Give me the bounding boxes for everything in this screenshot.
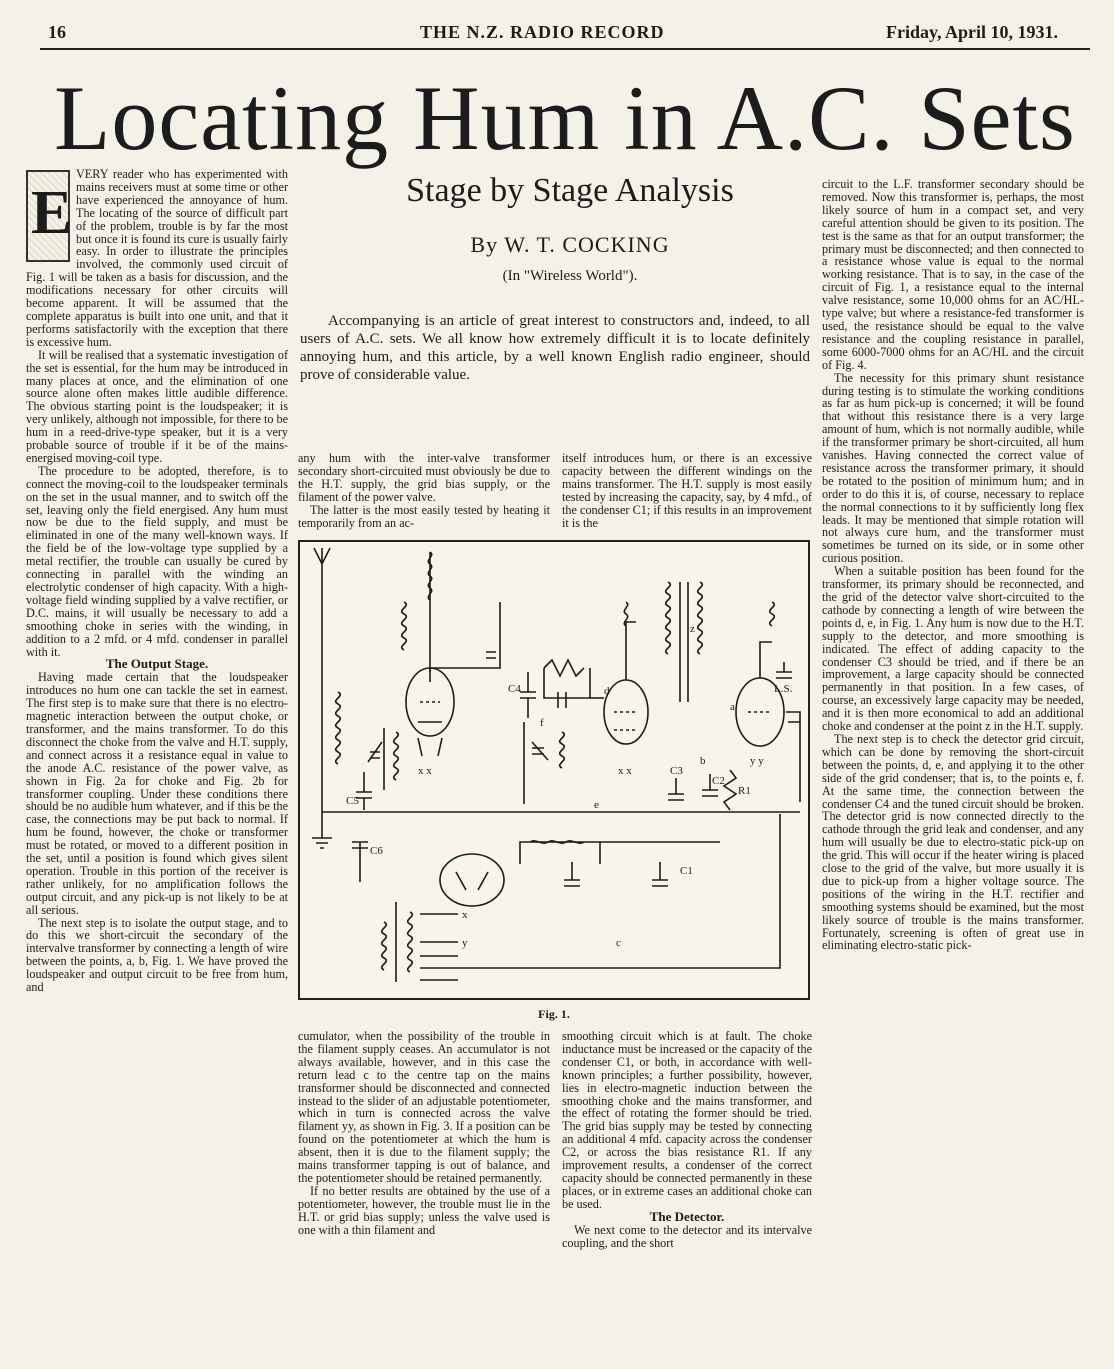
figure-caption: Fig. 1. <box>538 1007 570 1021</box>
grid-condenser <box>558 692 566 708</box>
circuit-diagram <box>298 540 810 1000</box>
paragraph: circuit to the L.F. transformer secondary should be removed. Now this transformer is, perhaps, the most likely source of hum in a compact set, and very careful attention should be given to its position. The test is the same as that for an output transformer; the primary must be disconnected; and then connected to a resistance whose value is equal to the normal working resistance. That is to say, in the case of the circuit of Fig. 1, a resistance equal to the internal valve resistance, some 10,000 ohms for an AC/HL-type valve; but where a resistance-fed transformer is used, the resistance should be equal to the valve resistance and the coupling resistance in parallel, some 6000-7000 ohms for an AC/HL and the circuit of Fig. 4. <box>822 177 1084 372</box>
condenser-c6 <box>352 842 368 882</box>
antenna-symbol <box>314 548 330 812</box>
paragraph: When a suitable position has been found for the transformer, its primary should be reconnected, and the grid of the detector valve short-circuited to the cathode by connecting a length of wire between the points d, e, in Fig. 1. Any hum is now due to the H.T. supply to the detector, and more smoothing is indicated. The effect of adding capacity to the condenser C3 should be tried, and if there be an improvement, a large capacity should be connected permanently in that position. In a few cases, of course, an excessively large capacity may be needed, and it is then more economical to add an additional choke and condenser at the point z in the H.T. supply. <box>822 564 1084 734</box>
paragraph: The latter is the most easily tested by heating it temporarily from an ac- <box>298 502 550 530</box>
header-rule <box>40 48 1090 50</box>
intro-paragraph: Accompanying is an article of great interest to constructors and, indeed, to all users of A.C. sets. We all know how extremely difficult it is to locate definitely annoying hum, and this article, by a well known English radio engineer, should prove of considerable value. <box>300 313 810 383</box>
condenser-c4 <box>520 672 536 718</box>
label-c5: C5 <box>346 795 359 807</box>
article-title: Locating Hum in A.C. Sets <box>54 67 1076 169</box>
section-heading: The Detector. <box>649 1208 725 1224</box>
label-c4: C4 <box>508 683 521 695</box>
aerial-coil <box>336 692 341 764</box>
paragraph: any hum with the inter-valve transformer secondary short-circuited must obviously be due to the H.T. supply, the grid bias supply, or the filament of the power valve. <box>298 451 550 504</box>
mains-transformer-secondary <box>408 912 413 972</box>
paragraph: The procedure to be adopted, therefore, is to connect the moving-coil to the loudspeaker terminals on the set in the usual manner, and to switch off the set, leaving only the field energised. Any hum must now be due to the field supply, and must be eliminated in one of the many well-known ways. If the field be of the low-voltage type supplied by a metal rectifier, the trouble can usually be cured by connecting in parallel with the winding an electrolytic condenser of high capacity. With a high-voltage field winding supplied by a valve rectifier, or D.C. mains, it will usually be necessary to add a smoothing choke in series with the winding, in addition to a 2 mfd. or 4 mfd. condenser in parallel with it. <box>26 463 288 659</box>
smoothing-choke <box>530 841 584 843</box>
rf-choke-top <box>428 552 431 600</box>
grid-leak <box>544 660 584 676</box>
label-b: b <box>700 755 706 767</box>
paragraph: The next step is to check the detector grid circuit, which can be done by removing the short-circuit between the points, d, e, and applying it to the other side of the grid condenser; that is, to the points e, f. At the same time, the connection between the condenser C4 and the tuned circuit should be broken. The detector grid is now connected directly to the cathode through the grid leak and condenser, and any hum will usually be due to electro-static pick-up on the grid. This will occur if the heater wiring is placed close to the grid of the valve, but more usually it is due to pick-up from a higher voltage source. The positions of the wiring in the H.T. rectifier and smoothing systems should be examined, but the most likely source of trouble is the mains transformer. Fortunately, screening is often of great use in eliminating electro-static pick- <box>822 731 1084 953</box>
drop-cap-letter: E <box>31 179 73 247</box>
circuit-schematic <box>300 542 808 998</box>
tuning-condenser-2 <box>532 742 548 760</box>
source-credit: (In "Wireless World"). <box>502 268 638 284</box>
paragraph: smoothing circuit which is at fault. The choke inductance must be increased or the capacity of the condenser C1, or both, in accordance with well-known principles; a further possibility, however, lies in electro-magnetic induction between the smoothing choke and the mains transformer, and the effect of rotating the former should be tried. The grid bias supply may be tested by connecting an additional 4 mfd. capacity across the condenser C2, or across the bias resistance R1. If any improvement results, a condenser of the correct capacity should be connected permanently in these places, or in extreme cases an additional choke can be used. <box>562 1029 812 1211</box>
label-yy: y y <box>750 755 764 767</box>
tuning-condenser-1 <box>368 742 382 762</box>
resistor-r1 <box>724 770 736 810</box>
condenser-smoothing <box>564 862 580 886</box>
page-number: 16 <box>48 22 66 42</box>
column-4 <box>822 178 1084 952</box>
paragraph: It will be realised that a systematic investigation of the set is essential, for the hum may be introduced in many places at once, and the elimination of one source alone often makes little audible difference. The obvious starting point is the loudspeaker; it is very unlikely, although not impossible, for there to be hum in a reed-drive-type speaker, but it is a very probable source of trouble if it be of the mains-energised moving-coil type. <box>26 347 288 465</box>
label-f: f <box>540 717 544 729</box>
column-2-bottom <box>298 1030 550 1237</box>
tuned-coil-2 <box>560 732 565 768</box>
label-x: x <box>462 909 468 921</box>
article-subtitle: Stage by Stage Analysis <box>406 172 734 209</box>
drop-cap <box>26 170 73 262</box>
paragraph: itself introduces hum, or there is an excessive capacity between the different windings on the mains transformer. The H.T. supply is most easily tested by increasing the capacity, say, by 4 mfd., of the condenser C1; if this results in an improvement it is the <box>562 451 812 530</box>
earth-symbol <box>312 812 332 848</box>
label-a: a <box>730 701 735 713</box>
tuned-coil-1 <box>394 732 399 780</box>
column-1 <box>26 168 288 994</box>
paragraph: VERY reader who has experimented with mains receivers must at some time or other have experienced the annoyance of hum. The locating of the source of difficult part of the problem, trouble is by far the most but once it is found its cure is usually fairly easy. In order to illustrate the principles involved, the commonly used circuit of Fig. 1 will be taken as a basis for discussion, and the modifications necessary for other circuits will become apparent. It will be assumed that the complete apparatus is built into one unit, and that it performs satisfactorily with the exception that there is excessive hum. <box>26 167 288 349</box>
label-c1: C1 <box>680 865 693 877</box>
condenser-c3 <box>668 778 684 800</box>
label-c6: C6 <box>370 845 383 857</box>
paragraph: The necessity for this primary shunt resistance during testing is to stimulate the working conditions as far as hum pick-up is concerned; it will be found that without this resistance there is a very large amount of hum, which is not normally audible, while if the transformer primary be short-circuited, all hum vanishes. Having connected the correct value of resistance across the transformer primary, it should be rotated to the position of minimum hum; and in order to do this it is, of course, necessary to replace the normal connections to it by sufficiently long flex leads. It may be mentioned that simple rotation will not always cure hum, and the transformer must sometimes be turned on its side, or in some other curious position. <box>822 370 1084 566</box>
rectifier-valve <box>440 854 504 906</box>
label-c: c <box>616 937 621 949</box>
column-3-top <box>562 452 812 529</box>
publication-name: THE N.Z. RADIO RECORD <box>420 22 665 42</box>
output-condenser <box>776 662 792 678</box>
label-xx-1: x x <box>418 765 432 777</box>
lf-transformer-primary <box>666 582 671 654</box>
paragraph: Having made certain that the loudspeaker introduces no hum one can tackle the set in earnest. The first step is to make sure that there is no electro-magnetic interaction between the output choke, or transformer, and the mains transformer. To do this disconnect the choke from the valve and H.T. supply, and connect across it a resistance equal in value to the anode A.C. resistance of the power valve, as shown in Fig. 2a for choke and Fig. 2b for transformer coupling. Under these conditions there should be no audible hum whatever, and if this be the case, the connections may be put back to normal. If hum be found, however, the choke or transformer must be rotated, or moved to a different position in the set, until a position is found which gives silent operation. Trouble in this portion of the receiver is rather unlikely, for no amplification follows the output circuit, and any pick-up is not likely to be at all serious. <box>26 670 288 917</box>
column-2-top <box>298 452 550 529</box>
paragraph: If no better results are obtained by the use of a potentiometer, however, the trouble must lie in the H.T. or grid bias supply; unless the valve used is one with a thin filament and <box>298 1183 550 1237</box>
column-3-bottom <box>562 1030 812 1249</box>
label-e: e <box>594 799 599 811</box>
label-r1: R1 <box>738 785 751 797</box>
condenser-c1 <box>652 862 668 886</box>
label-ls: L.S. <box>774 683 793 695</box>
label-d: d <box>604 685 610 697</box>
loudspeaker-lead <box>786 712 800 802</box>
label-c2: C2 <box>712 775 725 787</box>
label-xx-2: x x <box>618 765 632 777</box>
byline: By W. T. COCKING <box>470 232 670 257</box>
issue-date: Friday, April 10, 1931. <box>886 22 1059 42</box>
paragraph: cumulator, when the possibility of the trouble in the filament supply ceases. An accumulator is not always available, however, and in this case the return lead c to the centre tap on the mains transformer should be disconnected and connected instead to the slider of an adjustable potentiometer, which in turn is connected across the valve filament yy, as shown in Fig. 3. If a position can be found on the potentiometer at which the hum is absent, then it is due to the filament supply; the mains transformer tapping is out of balance, and the potentiometer should be retained permanently. <box>298 1029 550 1185</box>
paragraph: The next step is to isolate the output stage, and to do this we short-circuit the secondary of the intervalve transformer by connecting a length of wire between the points, a, b, Fig. 1. We have proved the loudspeaker and output circuit to be free from hum, and <box>26 915 288 995</box>
label-y: y <box>462 937 468 949</box>
lf-transformer-secondary <box>698 582 703 654</box>
output-choke <box>770 602 775 626</box>
label-c3: C3 <box>670 765 683 777</box>
section-heading: The Output Stage. <box>105 656 209 672</box>
label-z: z <box>690 623 695 635</box>
paragraph: We next come to the detector and its intervalve coupling, and the short <box>562 1222 812 1250</box>
mains-transformer-primary <box>382 922 387 970</box>
lf-transformer-core <box>680 582 688 702</box>
condenser-rf <box>486 652 496 658</box>
rf-coil <box>402 602 407 650</box>
